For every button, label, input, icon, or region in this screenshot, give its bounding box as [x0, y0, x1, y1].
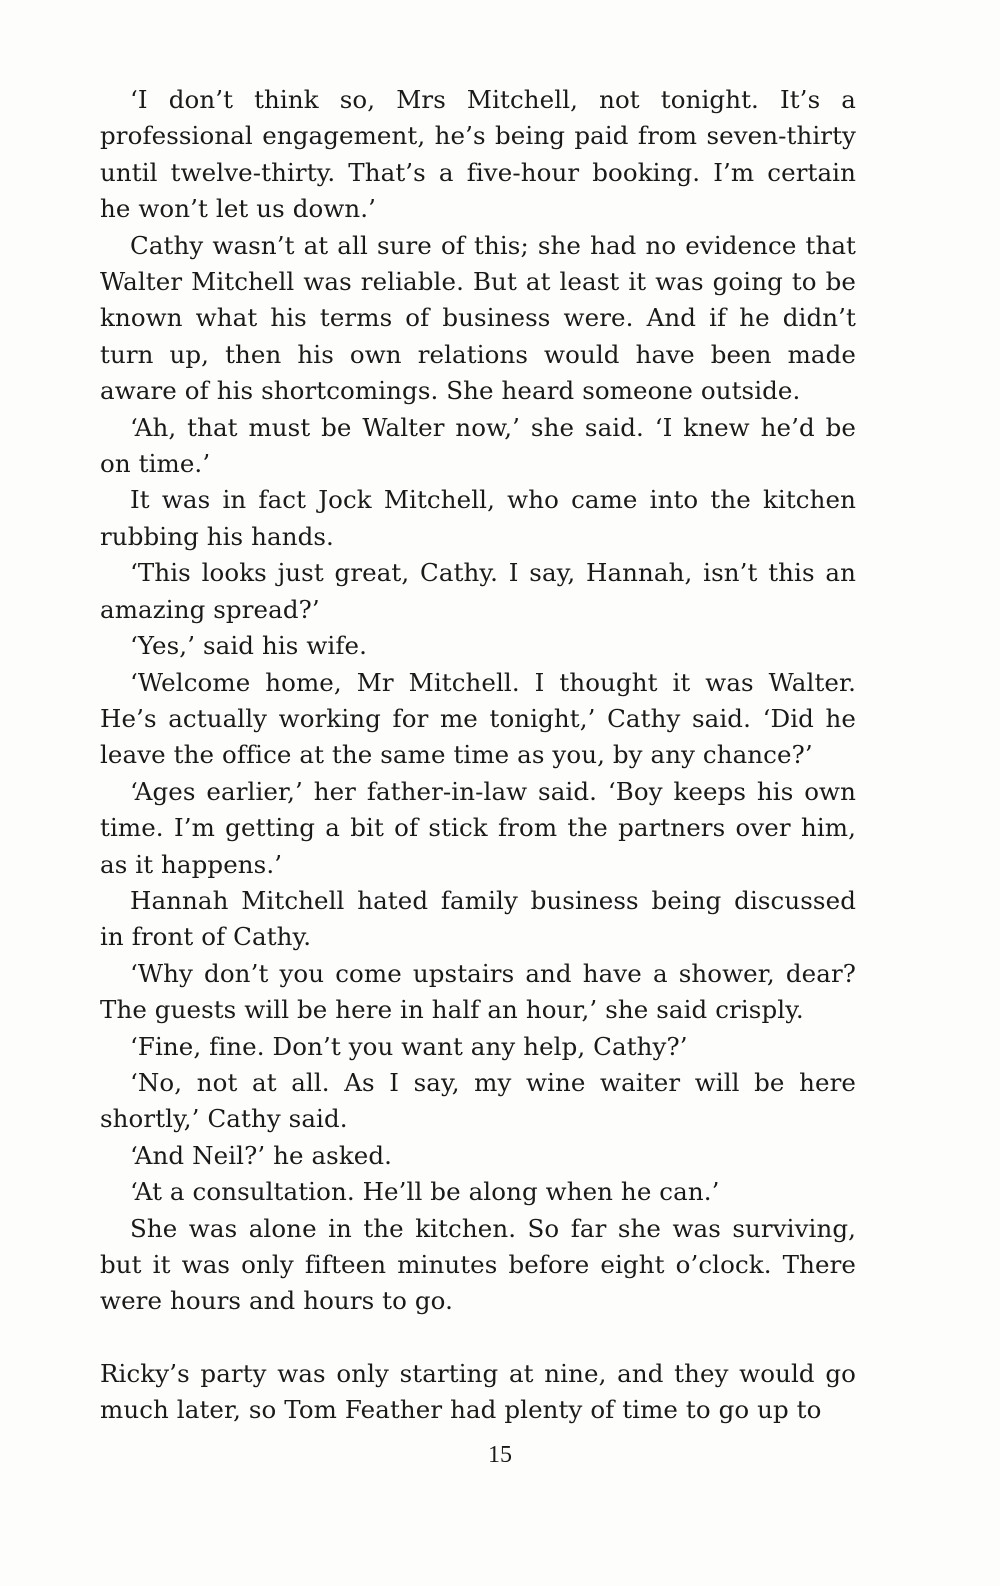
paragraph: ‘This looks just great, Cathy. I say, Hannah, isn’t this an amazing spread?’	[100, 558, 856, 624]
paragraph: ‘At a consultation. He’ll be along when he can.’	[130, 1177, 720, 1207]
paragraph: ‘I don’t think so, Mrs Mitchell, not tonight. It’s a professional engagement, he’s being paid from seven-thirty until twelve-thirty. That’s a five-hour booking. I’m certain he won’t let us down.’	[100, 85, 856, 224]
paragraph: Cathy wasn’t at all sure of this; she had no evidence that Walter Mitchell was reliable. But at least it was going to be known what his terms of business were. And if he didn’t turn up, then his own relations would have been made aware of his shortcomings. She heard someone outside.	[100, 230, 856, 406]
paragraph-section-start: Ricky’s party was only starting at nine, and they would go much later, so Tom Feather had plenty of time to go up to	[100, 1358, 856, 1425]
paragraph: ‘Fine, fine. Don’t you want any help, Cathy?’	[130, 1031, 688, 1061]
paragraph: She was alone in the kitchen. So far she was surviving, but it was only fifteen minutes before eight o’clock. There were hours and hours to go.	[100, 1213, 856, 1316]
paragraph: ‘Ages earlier,’ her father-in-law said. ‘Boy keeps his own time. I’m getting a bit of stick from the partners over him, as it happens.’	[100, 776, 856, 879]
page-number: 15	[488, 1442, 512, 1468]
paragraph: It was in fact Jock Mitchell, who came into the kitchen rubbing his hands.	[100, 485, 856, 551]
paragraph: ‘Ah, that must be Walter now,’ she said. ‘I knew he’d be on time.’	[100, 412, 856, 479]
paragraph: ‘Why don’t you come upstairs and have a shower, dear? The guests will be here in half an hour,’ she said crisply.	[100, 958, 856, 1025]
paragraph: ‘Yes,’ said his wife.	[130, 631, 367, 661]
paragraph: ‘Welcome home, Mr Mitchell. I thought it was Walter. He’s actually working for me tonight,’ Cathy said. ‘Did he leave the office at the same time as you, by any chance?’	[100, 667, 856, 770]
paragraph: ‘No, not at all. As I say, my wine waiter will be here shortly,’ Cathy said.	[100, 1067, 856, 1134]
paragraph: Hannah Mitchell hated family business being discussed in front of Cathy.	[100, 885, 856, 952]
body-text	[100, 82, 856, 1429]
paragraph: ‘And Neil?’ he asked.	[130, 1140, 393, 1170]
